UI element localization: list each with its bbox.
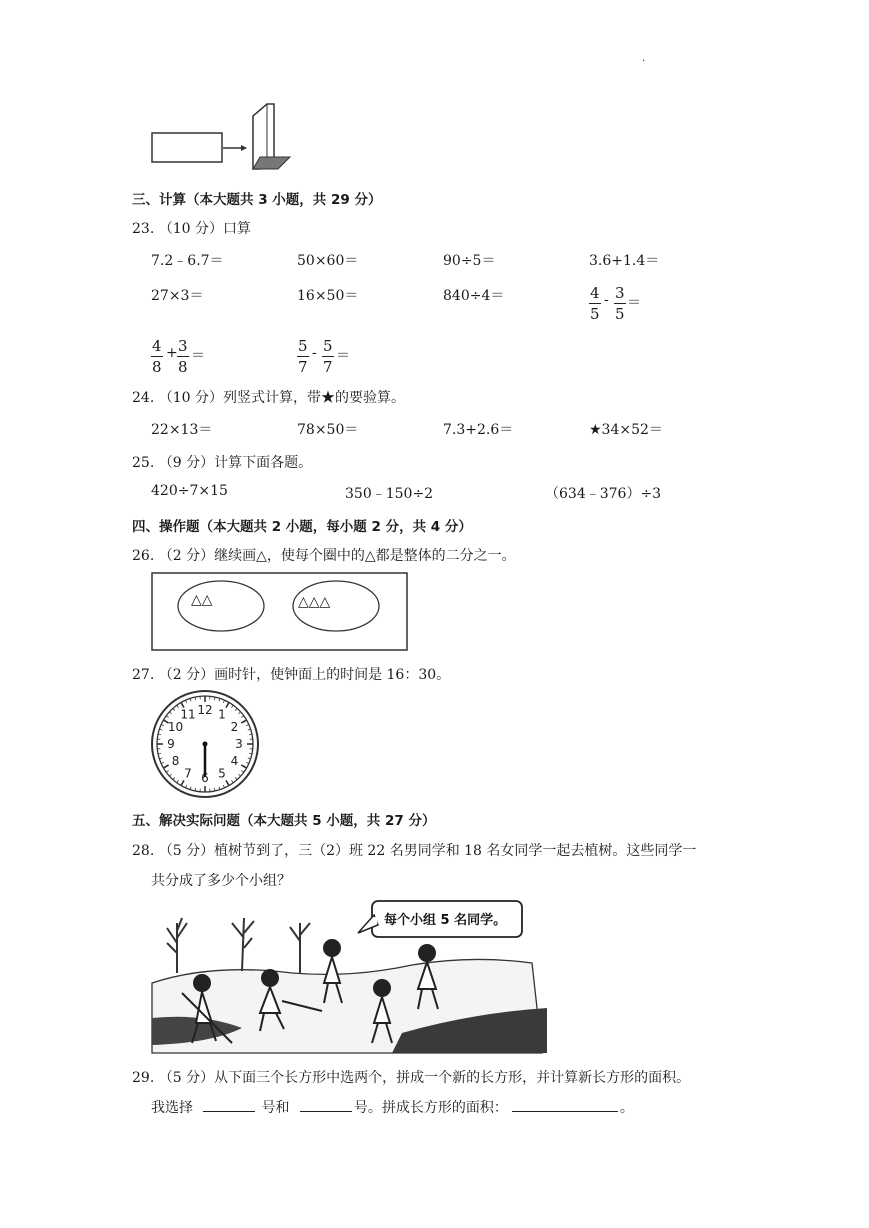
fraction-operator: +: [166, 345, 178, 361]
clock-tick: [173, 777, 175, 779]
clock-tick: [169, 774, 171, 776]
clock-tick: [246, 762, 249, 763]
clock-tick: [185, 700, 186, 703]
q29-text-c: 号。拼成长方形的面积：: [353, 1100, 508, 1116]
q29-text-d: 。: [619, 1100, 634, 1116]
fraction: $\frac{3}{5}$: [615, 284, 625, 323]
q23-item: 840÷4＝: [443, 288, 505, 304]
q24-item: ★34×52＝: [589, 422, 663, 438]
q25-label: 25. （9 分）计算下面各题。: [132, 455, 313, 471]
q29-text-b: 号和: [261, 1100, 290, 1116]
clock-number: 6: [201, 771, 209, 785]
clock-tick: [185, 785, 186, 788]
clock-tick: [177, 705, 179, 707]
fraction: $\frac{5}{7}$: [323, 337, 333, 376]
q27-label: 27. （2 分）画时针，使钟面上的时间是 16：30。: [132, 667, 451, 683]
q23-item: 7.2﹣6.7＝: [151, 253, 224, 269]
answer-blank-2[interactable]: [300, 1097, 352, 1112]
q29-line2: [151, 1097, 634, 1117]
clock-tick: [241, 765, 246, 768]
q24-item: 78×50＝: [297, 422, 359, 438]
q24-label: 24. （10 分）列竖式计算，带★的要验算。: [132, 390, 405, 406]
clock-face: [150, 691, 260, 801]
fraction: $\frac{4}{5}$: [590, 284, 600, 323]
fraction: $\frac{3}{8}$: [178, 337, 188, 376]
clock-number: 11: [180, 707, 196, 722]
clock-tick: [235, 708, 237, 710]
clock-tick: [181, 780, 184, 785]
clock-tick: [231, 705, 233, 707]
clock-number: 3: [235, 737, 243, 751]
clock-number: 10: [167, 720, 184, 734]
clock-number: 8: [171, 754, 180, 768]
fraction: $\frac{5}{7}$: [298, 337, 308, 376]
fraction-equals: ＝: [336, 348, 350, 364]
section5-heading: 五、解决实际问题（本大题共 5 小题，共 27 分）: [132, 813, 436, 829]
answer-blank-area[interactable]: [512, 1097, 618, 1112]
ovals-figure: [151, 572, 409, 652]
q24-item: 7.3+2.6＝: [443, 422, 514, 438]
clock-number: 9: [167, 737, 175, 751]
q23-item: 3.6+1.4＝: [589, 253, 660, 269]
fraction-equals: ＝: [627, 295, 641, 311]
q28-line1: 28. （5 分）植树节到了，三（2）班 22 名男同学和 18 名女同学一起去植树。这些同学一: [132, 843, 697, 859]
fraction-operator: -: [604, 292, 609, 308]
clock-tick: [177, 780, 179, 782]
q29-line1: 29. （5 分）从下面三个长方形中选两个，拼成一个新的长方形，并计算新长方形的面积。: [132, 1070, 691, 1086]
bubble-text: 每个小组 5 名同学。: [384, 913, 507, 928]
q29-text-a: 我选择: [151, 1100, 193, 1116]
tree-planting-illustration: [152, 893, 552, 1053]
clock-tick: [235, 777, 237, 779]
clock-tick: [231, 780, 233, 782]
q25-item: 420÷7×15: [151, 483, 228, 499]
page-mark: ·: [642, 56, 646, 67]
fold-figure: [150, 102, 300, 177]
q23-item: 16×50＝: [297, 288, 359, 304]
fraction-equals: ＝: [191, 348, 205, 364]
triangles-right: △△△: [298, 594, 331, 610]
q24-item: 22×13＝: [151, 422, 213, 438]
clock-number: 1: [218, 707, 226, 722]
q25-item: （634﹣376）÷3: [545, 486, 662, 502]
clock-tick: [163, 765, 168, 768]
q23-item: 50×60＝: [297, 253, 359, 269]
clock-tick: [238, 712, 240, 714]
clock-tick: [169, 712, 171, 714]
fraction-operator: -: [312, 345, 317, 361]
q25-item: 350﹣150÷2: [345, 486, 434, 502]
clock-tick: [223, 700, 224, 703]
clock-number: 12: [197, 703, 213, 717]
q23-label: 23. （10 分）口算: [132, 221, 251, 237]
clock-tick: [223, 785, 224, 788]
clock-number: 7: [184, 766, 192, 781]
section3-heading: 三、计算（本大题共 3 小题，共 29 分）: [132, 192, 382, 208]
clock-number: 5: [218, 766, 226, 781]
clock-tick: [161, 762, 164, 763]
clock-number: 4: [230, 754, 239, 768]
clock-tick: [241, 720, 246, 723]
clock-tick: [173, 708, 175, 710]
clock-tick: [226, 702, 229, 707]
clock-tick: [161, 724, 164, 725]
clock-tick: [166, 770, 168, 772]
clock-tick: [241, 716, 243, 718]
clock-tick: [246, 724, 249, 725]
clock-tick: [166, 716, 168, 718]
q26-label: 26. （2 分）继续画△，使每个圈中的△都是整体的二分之一。: [132, 548, 516, 564]
triangles-left: △△: [191, 592, 213, 608]
fraction: $\frac{4}{8}$: [152, 337, 162, 376]
clock-tick: [226, 780, 229, 785]
clock-tick: [241, 770, 243, 772]
clock-number: 2: [230, 720, 239, 734]
q23-item: 27×3＝: [151, 288, 204, 304]
q23-item: 90÷5＝: [443, 253, 496, 269]
section4-heading: 四、操作题（本大题共 2 小题，每小题 2 分，共 4 分）: [132, 519, 472, 535]
answer-blank-1[interactable]: [203, 1097, 255, 1112]
clock-tick: [238, 774, 240, 776]
q28-line2: 共分成了多少个小组？: [151, 873, 291, 889]
